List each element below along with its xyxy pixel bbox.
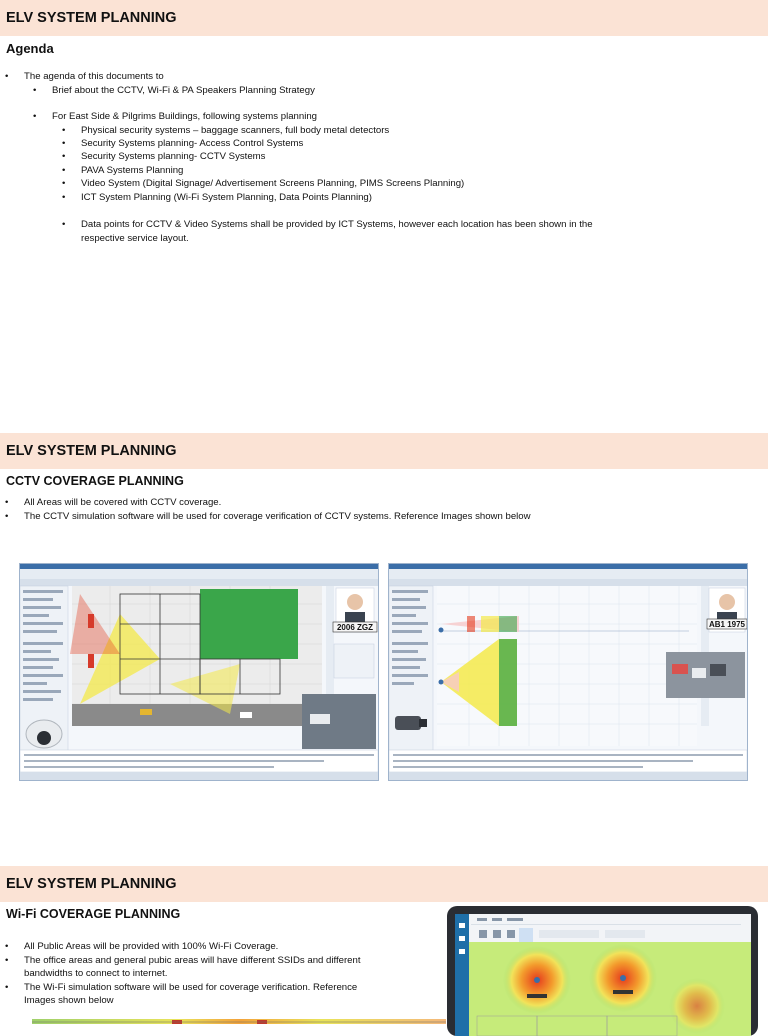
wifi-bullet: • All Public Areas will be provided with 100% Wi-Fi Coverage. (5, 941, 279, 952)
bullet-dot-icon: • (5, 71, 9, 82)
wifi-heading: Wi-Fi COVERAGE PLANNING (6, 907, 181, 921)
bullet-dot-icon: • (62, 151, 66, 162)
license-plate-right: AB1 1975 (708, 620, 746, 629)
agenda-note-continuation: respective service layout. (81, 233, 189, 244)
band-title: ELV SYSTEM PLANNING (6, 10, 177, 26)
bullet-dot-icon: • (62, 178, 66, 189)
section-band-agenda (0, 0, 768, 36)
wifi-bullet-continuation: Images shown below (24, 995, 114, 1006)
agenda-note-item: • Data points for CCTV & Video Systems shall be provided by ICT Systems, however each location has been shown in the (62, 219, 593, 230)
license-plate-left: 2006 ZGZ (336, 623, 374, 632)
band-title: ELV SYSTEM PLANNING (6, 443, 177, 459)
wifi-bullet: • The Wi-Fi simulation software will be used for coverage verification. Reference (5, 982, 358, 993)
cctv-bullet: • The CCTV simulation software will be used for coverage verification of CCTV systems. Reference Images shown below (5, 511, 531, 522)
section-band-cctv (0, 433, 768, 469)
bullet-dot-icon: • (5, 497, 9, 508)
system-item: • ICT System Planning (Wi-Fi System Planning, Data Points Planning) (62, 192, 372, 203)
wifi-bullet: • The office areas and general pubic areas will have different SSIDs and different (5, 955, 361, 966)
agenda-brief-item: • Brief about the CCTV, Wi-Fi & PA Speakers Planning Strategy (33, 85, 315, 96)
wifi-floorplan-strip (32, 1015, 446, 1024)
bullet-dot-icon: • (62, 192, 66, 203)
bullet-dot-icon: • (62, 125, 66, 136)
wifi-bullet-continuation: bandwidths to connect to internet. (24, 968, 168, 979)
bullet-dot-icon: • (62, 219, 66, 230)
wifi-laptop-screenshot (447, 906, 758, 1036)
agenda-heading: Agenda (6, 41, 54, 56)
band-title: ELV SYSTEM PLANNING (6, 876, 177, 892)
cctv-bullet: • All Areas will be covered with CCTV coverage. (5, 497, 222, 508)
cctv-floorplan-screenshot (19, 563, 379, 781)
bullet-dot-icon: • (62, 138, 66, 149)
system-item: • PAVA Systems Planning (62, 165, 184, 176)
bullet-dot-icon: • (33, 85, 37, 96)
bullet-dot-icon: • (33, 111, 37, 122)
cctv-camera-view-screenshot (388, 563, 748, 781)
system-item: • Physical security systems – baggage scanners, full body metal detectors (62, 125, 390, 136)
cctv-heading: CCTV COVERAGE PLANNING (6, 474, 184, 488)
agenda-east-side-item: • For East Side & Pilgrims Buildings, following systems planning (33, 111, 318, 122)
bullet-dot-icon: • (5, 941, 9, 952)
system-item: • Security Systems planning- CCTV Systems (62, 151, 266, 162)
section-band-wifi (0, 866, 768, 902)
system-item: • Video System (Digital Signage/ Advertisement Screens Planning, PIMS Screens Planning) (62, 178, 465, 189)
system-item: • Security Systems planning- Access Control Systems (62, 138, 304, 149)
agenda-intro-item: • The agenda of this documents to (5, 71, 164, 82)
bullet-dot-icon: • (5, 511, 9, 522)
bullet-dot-icon: • (5, 955, 9, 966)
bullet-dot-icon: • (5, 982, 9, 993)
bullet-dot-icon: • (62, 165, 66, 176)
